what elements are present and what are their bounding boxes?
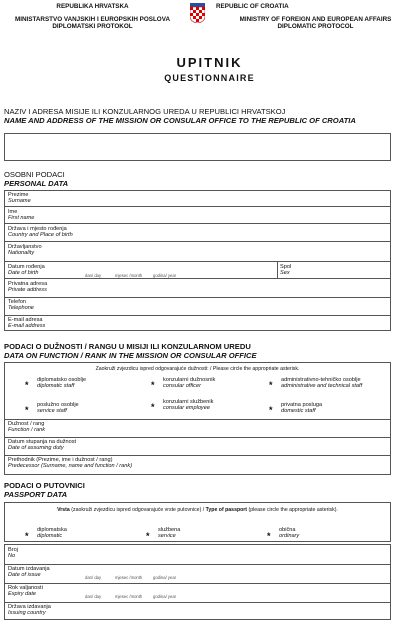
passport-note-en-bold: Type of passport bbox=[205, 507, 248, 513]
issue-month-hint: mjesec /month bbox=[115, 575, 143, 580]
issue-year-hint: godina/ year bbox=[153, 575, 177, 580]
passport-note-hr-bold: Vrsta bbox=[57, 507, 70, 513]
address-label-hr: Privatna adresa bbox=[8, 281, 48, 287]
function-opt4-hr: poslužno osoblje bbox=[37, 402, 79, 408]
assume-duty-label-hr: Datum stupanja na dužnost bbox=[8, 439, 77, 445]
issue-date-label-hr: Datum izdavanja bbox=[8, 566, 50, 572]
passport-opt3-en: ordinary bbox=[279, 533, 300, 540]
dob-year-hint: godina/ year bbox=[153, 273, 177, 278]
firstname-label-hr: Ime bbox=[8, 209, 18, 215]
function-opt1 bbox=[37, 377, 86, 389]
function-opt1-asterisk[interactable]: * bbox=[25, 380, 29, 390]
address-label-en: Private address bbox=[8, 287, 47, 294]
expiry-date-label-en: Expiry date bbox=[8, 591, 36, 598]
function-opt5-asterisk[interactable]: * bbox=[151, 402, 155, 412]
row-divider bbox=[5, 223, 390, 224]
issuing-country-field[interactable] bbox=[8, 604, 51, 616]
passport-opt2-hr: službena bbox=[158, 527, 181, 533]
row-divider bbox=[5, 297, 390, 298]
header-left-line1: REPUBLIKA HRVATSKA bbox=[56, 3, 129, 10]
issuing-country-label-en: Issuing country bbox=[8, 610, 46, 617]
dob-field[interactable] bbox=[8, 264, 45, 276]
header-left bbox=[0, 3, 185, 30]
expiry-date-field[interactable] bbox=[8, 585, 43, 597]
dob-day-hint: dan/ day bbox=[85, 273, 102, 278]
duty-label-hr: Dužnost / rang bbox=[8, 421, 45, 427]
function-opt2-en: consular officer bbox=[163, 383, 201, 390]
passport-opt3-hr: obična bbox=[279, 527, 296, 533]
header-right bbox=[212, 3, 419, 30]
row-divider bbox=[5, 583, 390, 584]
sex-label-hr: Spol bbox=[280, 264, 292, 270]
duty-label-en: Function / rank bbox=[8, 427, 45, 434]
sex-field[interactable] bbox=[280, 264, 291, 276]
function-opt2 bbox=[163, 377, 215, 389]
passport-note-en: (please circle the appropriate asterisk). bbox=[247, 507, 338, 513]
issuing-country-label-hr: Država izdavanja bbox=[8, 604, 51, 610]
row-divider bbox=[5, 315, 390, 316]
function-table bbox=[4, 362, 391, 475]
function-opt6 bbox=[281, 402, 322, 414]
passport-opt1 bbox=[37, 527, 67, 539]
passport-heading-hr: PODACI O PUTOVNICI bbox=[4, 481, 85, 490]
predecessor-label-en: Predecessor (Surname, name and function / rank) bbox=[8, 463, 133, 470]
country-birth-field[interactable] bbox=[8, 226, 73, 238]
mission-heading-en: NAME AND ADDRESS OF THE MISSION OR CONSULAR OFFICE TO THE REPUBLIC OF CROATIA bbox=[4, 116, 356, 125]
passport-opt3 bbox=[279, 527, 299, 539]
function-note: Zaokruži zvjezdicu ispred odgovarajuće dužnosti: / Please circle the appropriate asterisk. bbox=[95, 366, 300, 372]
email-label-en: E-mail address bbox=[8, 323, 46, 330]
nationality-label-en: Nationality bbox=[8, 250, 35, 257]
row-divider bbox=[5, 241, 390, 242]
personal-heading-hr: OSOBNI PODACI bbox=[4, 170, 65, 179]
header-left-line2: MINISTARSTVO VANJSKIH I EUROPSKIH POSLOVA bbox=[15, 16, 170, 23]
function-opt5-hr: konzularni službenik bbox=[163, 399, 214, 405]
predecessor-label-hr: Prethodnik (Prezime, ime i dužnost / rang) bbox=[8, 457, 113, 463]
row-divider bbox=[5, 455, 390, 456]
passport-opt1-hr: diplomatska bbox=[37, 527, 67, 533]
function-opt3-hr: administrativno-tehničko osoblje bbox=[281, 377, 361, 383]
function-opt6-en: domestic staff bbox=[281, 408, 316, 415]
function-opt3 bbox=[281, 377, 362, 389]
function-opt1-hr: diplomatsko osoblje bbox=[37, 377, 87, 383]
function-heading-hr: PODACI O DUŽNOSTI / RANGU U MISIJI ILI KONZULARNOM UREDU bbox=[4, 342, 251, 351]
phone-field[interactable] bbox=[8, 299, 34, 311]
dob-month-hint: mjesec /month bbox=[115, 273, 143, 278]
function-opt6-asterisk[interactable]: * bbox=[269, 405, 273, 415]
function-opt1-en: diplomatic staff bbox=[37, 383, 75, 390]
dob-label-hr: Datum rođenja bbox=[8, 264, 45, 270]
surname-label-en: Surname bbox=[8, 198, 31, 205]
passport-opt1-en: diplomatic bbox=[37, 533, 63, 540]
row-divider bbox=[5, 261, 390, 262]
expiry-day-hint: dan/ day bbox=[85, 594, 102, 599]
country-birth-label-hr: Država i mjesto rođenja bbox=[8, 226, 67, 232]
function-opt4 bbox=[37, 402, 79, 414]
mission-heading-hr: NAZIV I ADRESA MISIJE ILI KONZULARNOG UREDA U REPUBLICI HRVATSKOJ bbox=[4, 107, 286, 116]
row-divider bbox=[5, 602, 390, 603]
surname-field[interactable] bbox=[8, 192, 31, 204]
assume-duty-label-en: Date of assuming duty bbox=[8, 445, 64, 452]
passport-opt3-asterisk[interactable]: * bbox=[267, 531, 271, 541]
email-label-hr: E-mail adresa bbox=[8, 317, 43, 323]
passport-opt2 bbox=[158, 527, 180, 539]
function-opt5-en: consular employee bbox=[163, 405, 210, 412]
passport-no-label-en: No bbox=[8, 553, 16, 560]
dob-label-en: Date of birth bbox=[8, 270, 39, 277]
header-right-line3: DIPLOMATIC PROTOCOL bbox=[277, 23, 354, 30]
row-divider bbox=[5, 278, 390, 279]
issue-date-field[interactable] bbox=[8, 566, 50, 578]
sex-label-en: Sex bbox=[280, 270, 290, 277]
firstname-label-en: First name bbox=[8, 215, 35, 222]
expiry-month-hint: mjesec /month bbox=[115, 594, 143, 599]
passport-type-table bbox=[4, 502, 391, 542]
page-subtitle: QUESTIONNAIRE bbox=[164, 73, 255, 83]
assume-duty-field[interactable] bbox=[8, 439, 76, 451]
passport-no-field[interactable] bbox=[8, 547, 18, 559]
predecessor-field[interactable] bbox=[8, 457, 132, 469]
email-field[interactable] bbox=[8, 317, 45, 329]
passport-opt2-en: service bbox=[158, 533, 176, 540]
function-opt2-hr: konzularni dužnosnik bbox=[163, 377, 216, 383]
row-divider bbox=[5, 206, 390, 207]
expiry-date-label-hr: Rok valjanosti bbox=[8, 585, 43, 591]
function-opt2-asterisk[interactable]: * bbox=[151, 380, 155, 390]
row-divider bbox=[5, 419, 390, 420]
croatian-coat-of-arms-icon bbox=[190, 3, 205, 28]
passport-data-table bbox=[4, 544, 391, 620]
expiry-year-hint: godina/ year bbox=[153, 594, 177, 599]
header-right-line2: MINISTRY OF FOREIGN AND EUROPEAN AFFAIRS bbox=[239, 16, 392, 23]
function-heading-en: DATA ON FUNCTION / RANK IN THE MISSION OR CONSULAR OFFICE bbox=[4, 351, 257, 360]
sex-divider bbox=[277, 261, 278, 278]
personal-data-table bbox=[4, 190, 391, 331]
function-opt3-en: administrative and technical staff bbox=[281, 383, 363, 390]
header-right-line1: REPUBLIC OF CROATIA bbox=[216, 3, 289, 10]
function-opt5 bbox=[163, 399, 213, 411]
duty-field[interactable] bbox=[8, 421, 45, 433]
passport-no-label-hr: Broj bbox=[8, 547, 18, 553]
function-opt3-asterisk[interactable]: * bbox=[269, 380, 273, 390]
country-birth-label-en: Country and Place of birth bbox=[8, 232, 73, 239]
address-field[interactable] bbox=[8, 281, 47, 293]
function-opt6-hr: privatna posluga bbox=[281, 402, 323, 408]
page-title: UPITNIK bbox=[176, 55, 243, 70]
issue-day-hint: dan/ day bbox=[85, 575, 102, 580]
phone-label-en: Telephone bbox=[8, 305, 34, 312]
passport-opt1-asterisk[interactable]: * bbox=[25, 531, 29, 541]
passport-opt2-asterisk[interactable]: * bbox=[146, 531, 150, 541]
nationality-field[interactable] bbox=[8, 244, 42, 256]
firstname-field[interactable] bbox=[8, 209, 34, 221]
phone-label-hr: Telefon bbox=[8, 299, 27, 305]
passport-note-hr: (zaokruži zvjezdicu ispred odgovarajuće vrste putovnice) / bbox=[69, 507, 206, 513]
passport-note bbox=[5, 507, 390, 513]
passport-heading-en: PASSPORT DATA bbox=[4, 490, 68, 499]
issue-date-label-en: Date of issue bbox=[8, 572, 41, 579]
row-divider bbox=[5, 564, 390, 565]
mission-input-box[interactable] bbox=[4, 133, 391, 161]
function-opt4-en: service staff bbox=[37, 408, 67, 415]
personal-heading-en: PERSONAL DATA bbox=[4, 179, 69, 188]
header-left-line3: DIPLOMATSKI PROTOKOL bbox=[52, 23, 133, 30]
surname-label-hr: Prezime bbox=[8, 192, 29, 198]
function-opt4-asterisk[interactable]: * bbox=[25, 405, 29, 415]
nationality-label-hr: Državljanstvo bbox=[8, 244, 42, 250]
row-divider bbox=[5, 437, 390, 438]
